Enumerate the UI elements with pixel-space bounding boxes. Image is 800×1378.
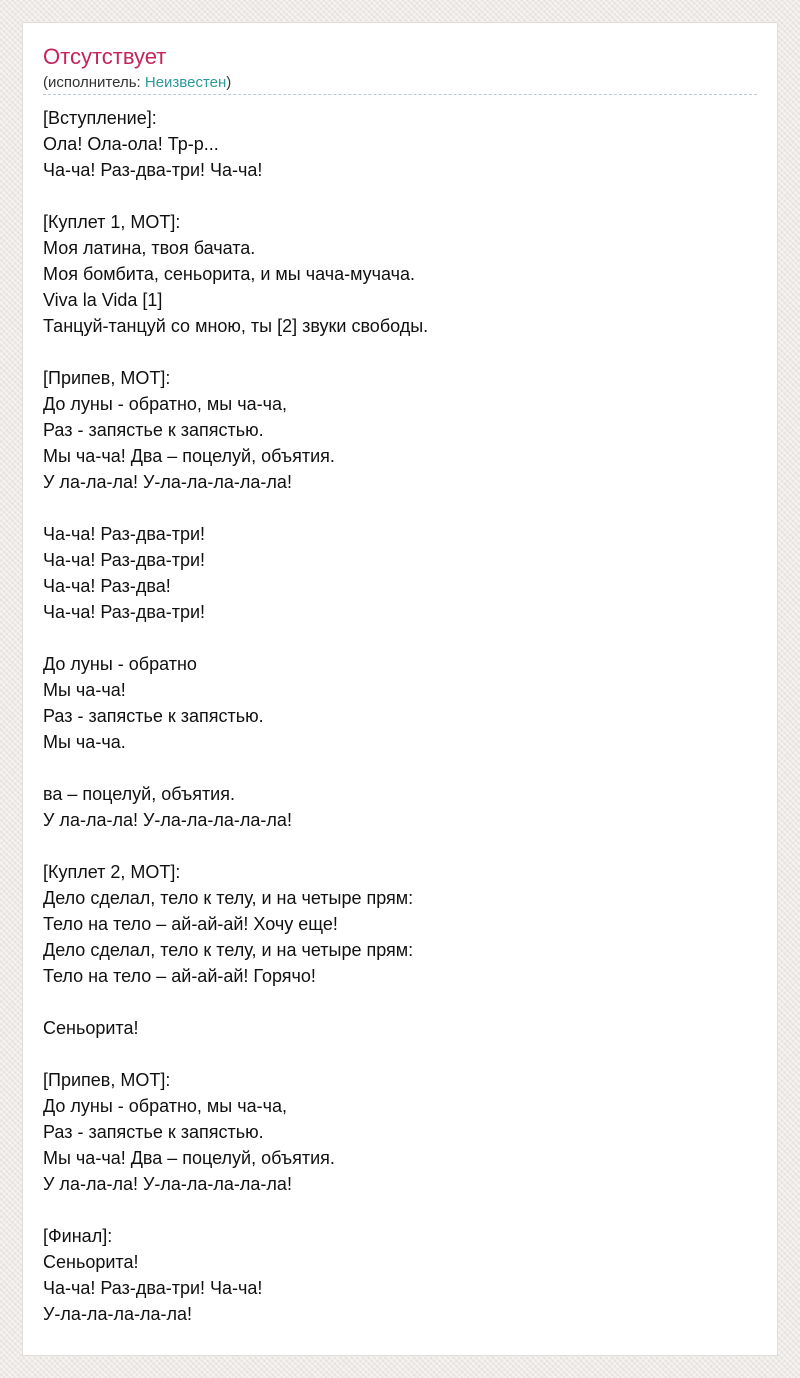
lyrics-text: [Вступление]: Ола! Ола-ола! Тр-р... Ча-ча! Раз-два-три! Ча-ча! [Куплет 1, МОТ]: Моя латина, твоя бачата. Моя бомбита, сеньорита, и мы чача-мучача. Viva la Vida [1] Танцуй-танцуй со мною, ты [2] звуки свободы. [Припев, МОТ]: До луны - обратно, мы ча-ча, Раз - запястье к запястью. Мы ча-ча! Два – поцелуй, объятия. У ла-ла-ла! У-ла-ла-ла-ла-ла! Ча-ча! Раз-два-три! Ча-ча! Раз-два-три! Ча-ча! Раз-два! Ча-ча! Раз-два-три! До луны - обратно Мы ча-ча! Раз - запястье к запястью. Мы ча-ча. ва – поцелуй, объятия. У ла-ла-ла! У-ла-ла-ла-ла-ла! [Куплет 2, МОТ]: Дело сделал, тело к телу, и на четыре прям: Тело на тело – ай-ай-ай! Хочу еще! Дело сделал, тело к телу, и на четыре прям: Тело на тело – ай-ай-ай! Горячо! Сеньорита! [Припев, МОТ]: До луны - обратно, мы ча-ча, Раз - запястье к запястью. Мы ча-ча! Два – поцелуй, объятия. У ла-ла-ла! У-ла-ла-ла-ла-ла! [Финал]: Сеньорита! Ча-ча! Раз-два-три! Ча-ча! У-ла-ла-ла-ла-ла! [43, 108, 429, 1324]
artist-suffix: ) [226, 74, 232, 91]
artist-prefix: (исполнитель: [43, 74, 145, 91]
artist-line [43, 73, 231, 93]
song-title: Отсутствует [43, 44, 167, 69]
artist-link[interactable]: Неизвестен [144, 74, 227, 91]
divider [43, 94, 757, 95]
lyrics-card [22, 22, 778, 1356]
